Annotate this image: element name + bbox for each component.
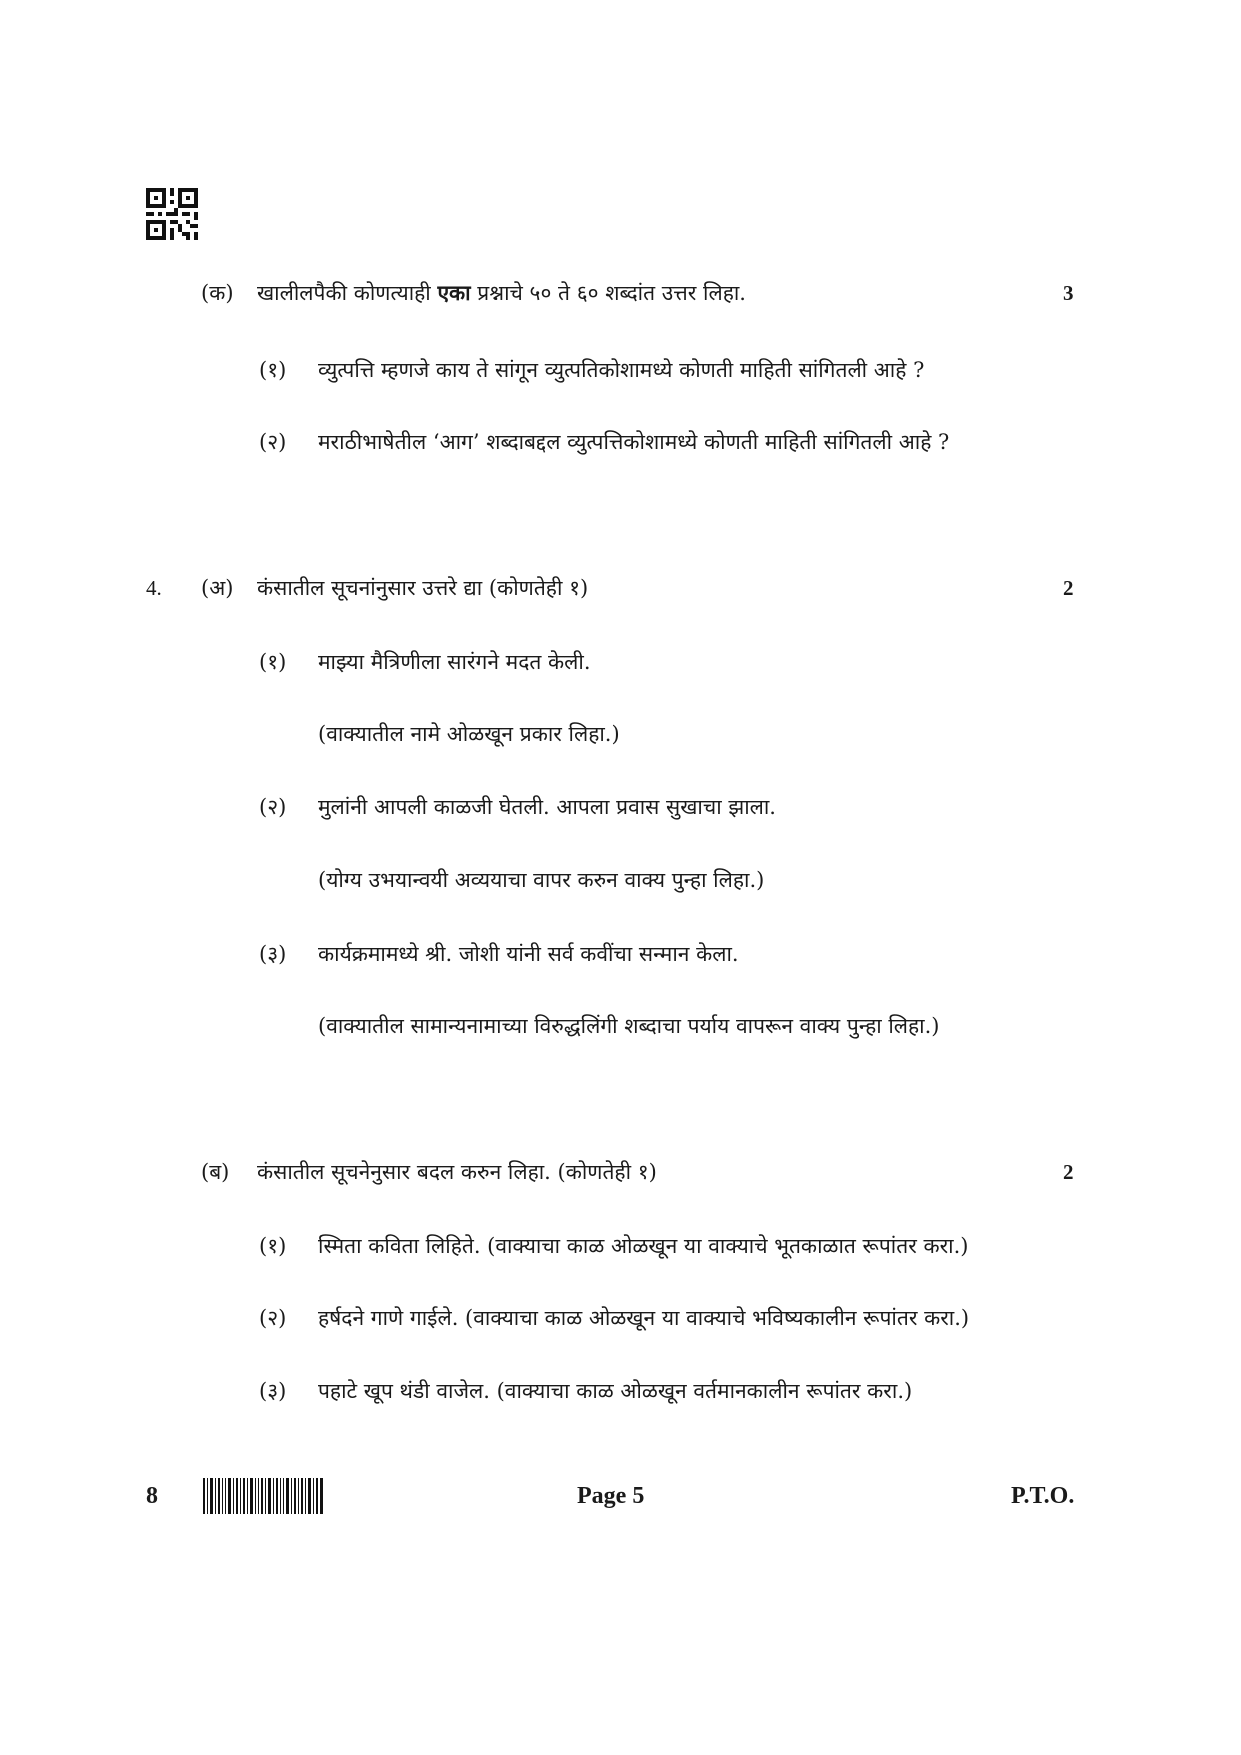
q4-a-item-3-num: (३) [259,942,287,966]
q4-a-item-3-text: कार्यक्रमामध्ये श्री. जोशी यांनी सर्व कवींचा सन्मान केला. [318,942,739,966]
section-ka-label: (क) [201,281,234,305]
section-ka-instruction: खालीलपैकी कोणत्याही एका प्रश्नाचे ५० ते ६० शब्दांत उत्तर लिहा. [257,280,746,305]
page-number: Page 5 [577,1483,645,1509]
q4-a-item-2-text: मुलांनी आपली काळजी घेतली. आपला प्रवास सुखाचा झाला. [318,795,776,819]
section-ka-marks: 3 [1063,281,1074,305]
q4-a-item-1-hint: (वाक्यातील नामे ओळखून प्रकार लिहा.) [318,722,620,746]
emphasis-eka: एका [437,280,471,305]
ka-item-1-num: (१) [259,358,287,382]
qr-code [146,188,198,240]
q4-a-item-2-num: (२) [259,795,287,819]
q4-b-marks: 2 [1063,1160,1074,1184]
question-4-number: 4. [146,576,162,600]
q4-b-item-2-text: हर्षदने गाणे गाईले. (वाक्याचा काळ ओळखून या वाक्याचे भविष्यकालीन रूपांतर करा.) [318,1306,970,1330]
q4-a-item-2-hint: (योग्य उभयान्वयी अव्ययाचा वापर करुन वाक्य पुन्हा लिहा.) [318,868,765,892]
ka-item-2-num: (२) [259,430,287,454]
q4-b-item-3-text: पहाटे खूप थंडी वाजेल. (वाक्याचा काळ ओळखून वर्तमानकालीन रूपांतर करा.) [318,1379,913,1403]
q4-a-item-1-text: माझ्या मैत्रिणीला सारंगने मदत केली. [318,650,591,674]
q4-b-instruction: कंसातील सूचनेनुसार बदल करुन लिहा. (कोणतेही १) [257,1160,657,1184]
q4-a-item-3-hint: (वाक्यातील सामान्यनामाच्या विरुद्धलिंगी शब्दाचा पर्याय वापरून वाक्य पुन्हा लिहा.) [318,1014,940,1038]
q4-b-item-3-num: (३) [259,1379,287,1403]
paper-code: 8 [146,1483,158,1509]
q4-a-instruction: कंसातील सूचनांनुसार उत्तरे द्या (कोणतेही १) [257,576,589,600]
q4-b-label: (ब) [201,1160,230,1184]
q4-a-marks: 2 [1063,576,1074,600]
q4-a-item-1-num: (१) [259,650,287,674]
barcode [203,1478,323,1514]
please-turn-over: P.T.O. [1011,1483,1075,1509]
ka-item-1-text: व्युत्पत्ति म्हणजे काय ते सांगून व्युत्पतिकोशामध्ये कोणती माहिती सांगितली आहे ? [318,358,925,382]
q4-a-label: (अ) [201,576,234,600]
q4-b-item-2-num: (२) [259,1306,287,1330]
q4-b-item-1-text: स्मिता कविता लिहिते. (वाक्याचा काळ ओळखून या वाक्याचे भूतकाळात रूपांतर करा.) [318,1234,969,1258]
ka-item-2-text: मराठीभाषेतील ‘आग’ शब्दाबद्दल व्युत्पत्तिकोशामध्ये कोणती माहिती सांगितली आहे ? [318,430,950,454]
q4-b-item-1-num: (१) [259,1234,287,1258]
